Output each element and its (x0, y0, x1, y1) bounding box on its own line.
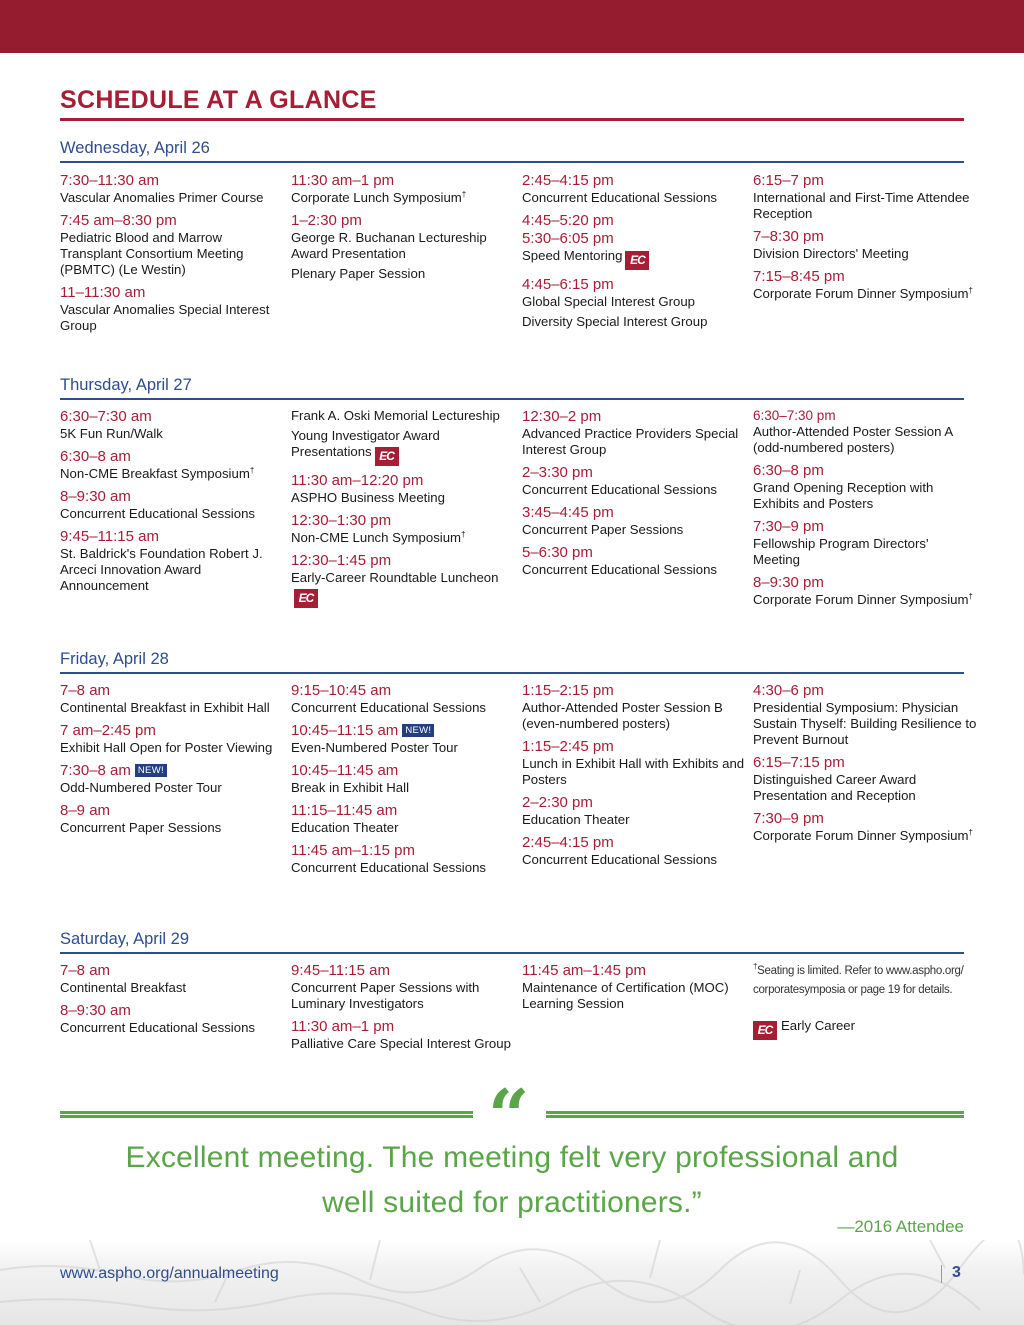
event-time: 7:15–8:45 pm (753, 268, 845, 285)
event-time: 11:30 am–1 pm (291, 172, 395, 189)
schedule-event (60, 716, 285, 756)
event-time: 11–11:30 am (60, 284, 146, 301)
schedule-event (60, 962, 285, 996)
event-description: Author-Attended Poster Session B (even-numbered posters) (522, 700, 723, 731)
event-description: Palliative Care Special Interest Group (291, 1036, 511, 1051)
event-description: Corporate Forum Dinner Symposium† (753, 592, 973, 607)
event-description: Corporate Forum Dinner Symposium† (753, 286, 973, 301)
event-description: Young Investigator Award Presentations EC (291, 428, 516, 466)
schedule-event (291, 962, 516, 1012)
event-time: 1:15–2:45 pm (522, 738, 614, 755)
schedule-event (753, 512, 978, 568)
day-section-thursday (60, 374, 973, 607)
schedule-event (60, 522, 285, 594)
event-time: 12:30–2 pm (522, 408, 602, 425)
event-time: 6:30–8 am (60, 448, 131, 465)
schedule-column (60, 172, 285, 334)
schedule-event (291, 466, 516, 506)
event-description: International and First-Time Attendee Reception (753, 190, 970, 221)
event-description: Continental Breakfast in Exhibit Hall (60, 700, 270, 715)
day-rule (60, 672, 964, 674)
quote-line-1: Excellent meeting. The meeting felt very professional and (125, 1141, 899, 1174)
event-time: 2–2:30 pm (522, 794, 593, 811)
schedule-event (753, 804, 978, 844)
event-time: 11:45 am–1:15 pm (291, 842, 415, 859)
event-description: Non-CME Breakfast Symposium† (60, 466, 255, 481)
event-description: Distinguished Career Award Presentation and Reception (753, 772, 917, 803)
dagger-mark: † (249, 466, 255, 475)
event-description: Exhibit Hall Open for Poster Viewing (60, 740, 273, 755)
event-time: 4:45–5:20 pm (522, 212, 614, 229)
event-time: 4:45–6:15 pm (522, 276, 614, 293)
schedule-event (522, 498, 747, 538)
event-description: Author-Attended Poster Session A (odd-numbered posters) (753, 424, 953, 455)
schedule-column (291, 682, 516, 876)
schedule-event (60, 682, 285, 716)
event-time: 9:45–11:15 am (291, 962, 390, 979)
day-label: Saturday, April 29 (60, 930, 190, 948)
event-time: 7:30–8 am NEW! (60, 762, 285, 780)
schedule-event (522, 962, 747, 1012)
schedule-event (291, 716, 516, 756)
event-description: Pediatric Blood and Marrow Transplant Consortium Meeting (PBMTC) (Le Westin) (60, 230, 244, 277)
event-time: 8–9:30 pm (753, 574, 824, 591)
schedule-event (291, 546, 516, 608)
title-rule (60, 118, 964, 121)
event-time: 11:30 am–1 pm (291, 1018, 395, 1035)
schedule-column (291, 172, 516, 282)
seating-footnote (753, 962, 978, 1000)
schedule-event (522, 458, 747, 498)
schedule-event (753, 172, 978, 222)
schedule-event (291, 796, 516, 836)
event-time: 11:15–11:45 am (291, 802, 398, 819)
schedule-event (291, 836, 516, 876)
event-description: Grand Opening Reception with Exhibits and Posters (753, 480, 934, 511)
schedule-event (753, 456, 978, 512)
event-description: Concurrent Educational Sessions (522, 190, 717, 205)
event-time: 3:45–4:45 pm (522, 504, 614, 521)
quote-rule-right (546, 1111, 964, 1118)
dagger-mark: † (968, 286, 973, 295)
new-badge: NEW! (135, 764, 167, 777)
schedule-event (753, 682, 978, 748)
event-description: St. Baldrick's Foundation Robert J. Arceci Innovation Award Announcement (60, 546, 263, 593)
day-label: Wednesday, April 26 (60, 139, 210, 157)
schedule-event (60, 756, 285, 796)
new-badge: NEW! (402, 724, 434, 737)
event-time: 7:45 am–8:30 pm (60, 212, 177, 229)
day-section-friday (60, 648, 977, 875)
schedule-event (522, 172, 747, 206)
schedule-event (291, 506, 516, 546)
day-label: Friday, April 28 (60, 650, 169, 668)
footnote-line-1: Seating is limited. Refer to www.aspho.org/ (757, 965, 964, 977)
event-description: Global Special Interest Group (522, 294, 695, 309)
event-time: 5:30–6:05 pm (522, 230, 614, 247)
day-section-saturday (60, 928, 964, 1051)
schedule-column (753, 682, 978, 844)
schedule-event (522, 206, 747, 270)
quote-line-2: well suited for practitioners.” (322, 1186, 702, 1219)
event-time: 11:45 am–1:45 pm (522, 962, 646, 979)
event-description: Vascular Anomalies Special Interest Group (60, 302, 270, 333)
schedule-column (522, 172, 747, 330)
day-rule (60, 161, 964, 163)
schedule-event (60, 442, 285, 482)
event-time: 12:30–1:45 pm (291, 552, 392, 569)
event-description: Corporate Lunch Symposium† (291, 190, 467, 205)
schedule-event (753, 222, 978, 262)
event-time: 6:30–8 pm (753, 462, 824, 479)
schedule-column (522, 962, 747, 1012)
event-time: 8–9:30 am (60, 1002, 131, 1019)
event-description: Education Theater (291, 820, 399, 835)
event-description: Plenary Paper Session (291, 266, 426, 281)
schedule-event (522, 538, 747, 578)
quote-attribution: —2016 Attendee (837, 1217, 964, 1236)
event-description: Lunch in Exhibit Hall with Exhibits and Posters (522, 756, 745, 787)
event-time: 7:30–11:30 am (60, 172, 159, 189)
schedule-event (60, 172, 285, 206)
schedule-column (60, 408, 285, 594)
event-time: 1–2:30 pm (291, 212, 362, 229)
day-label: Thursday, April 27 (60, 376, 192, 394)
dagger-mark: † (968, 828, 973, 837)
event-time: 2–3:30 pm (522, 464, 593, 481)
dagger-mark: † (753, 962, 758, 971)
event-time: 7–8 am (60, 682, 111, 699)
schedule-event (753, 748, 978, 804)
schedule-event (60, 206, 285, 278)
ec-legend (753, 1018, 978, 1040)
footnote-column (753, 962, 978, 1040)
event-time: 12:30–1:30 pm (291, 512, 392, 529)
schedule-event (291, 682, 516, 716)
event-time: 2:45–4:15 pm (522, 172, 614, 189)
day-rule (60, 952, 964, 954)
schedule-column (522, 682, 747, 868)
event-time: 2:45–4:15 pm (522, 834, 614, 851)
event-time: 7:30–9 pm (753, 518, 824, 535)
event-description: Education Theater (522, 812, 630, 827)
event-description: Continental Breakfast (60, 980, 187, 995)
top-banner (0, 0, 1024, 53)
event-description: Concurrent Educational Sessions (522, 852, 717, 867)
event-time: 4:30–6 pm (753, 682, 824, 699)
event-time: 8–9:30 am (60, 488, 131, 505)
event-description: Even-Numbered Poster Tour (291, 740, 458, 755)
event-description: Speed Mentoring EC (522, 248, 747, 270)
event-time: 7–8:30 pm (753, 228, 824, 245)
schedule-event (60, 408, 285, 442)
schedule-event (522, 788, 747, 828)
event-time: 9:15–10:45 am (291, 682, 392, 699)
event-time: 6:15–7:15 pm (753, 754, 845, 771)
schedule-event (60, 796, 285, 836)
early-career-icon: EC (375, 447, 399, 466)
event-description: Concurrent Educational Sessions (522, 562, 717, 577)
schedule-column (291, 962, 516, 1052)
event-time: 9:45–11:15 am (60, 528, 159, 545)
schedule-event (522, 682, 747, 732)
schedule-event (753, 408, 978, 456)
event-time: 7–8 am (60, 962, 111, 979)
footnote-line-2: corporatesymposia or page 19 for details. (753, 984, 953, 996)
schedule-event (291, 206, 516, 282)
event-description: 5K Fun Run/Walk (60, 426, 163, 441)
schedule-column (291, 408, 516, 608)
event-description: Odd-Numbered Poster Tour (60, 780, 222, 795)
schedule-event (522, 270, 747, 330)
schedule-event (291, 408, 516, 466)
schedule-event (291, 172, 516, 206)
website-link[interactable]: www.aspho.org/annualmeeting (60, 1265, 279, 1282)
event-description: Concurrent Paper Sessions with Luminary Investigators (291, 980, 480, 1011)
early-career-icon: EC (753, 1021, 777, 1040)
event-description: Maintenance of Certification (MOC) Learning Session (522, 980, 729, 1011)
page-number: 3 (952, 1264, 961, 1281)
event-description: Presidential Symposium: Physician Sustain Thyself: Building Resilience to Prevent Burnout (753, 700, 977, 747)
event-time: 6:30–7:30 pm (753, 408, 836, 423)
schedule-event (291, 756, 516, 796)
event-time: 6:30–7:30 am (60, 408, 152, 425)
day-section-wednesday (60, 137, 973, 333)
event-time: 7:30–9 pm (753, 810, 824, 827)
event-time: 7 am–2:45 pm (60, 722, 156, 739)
quote-rule-left (60, 1111, 473, 1118)
event-description: George R. Buchanan Lectureship Award Presentation (291, 230, 487, 261)
schedule-column (60, 682, 285, 836)
event-time: 6:15–7 pm (753, 172, 824, 189)
schedule-event (291, 1012, 516, 1052)
event-description: Vascular Anomalies Primer Course (60, 190, 264, 205)
schedule-event (60, 278, 285, 334)
event-time: 10:45–11:45 am (291, 762, 399, 779)
event-description: Fellowship Program Directors' Meeting (753, 536, 929, 567)
schedule-column (753, 172, 978, 302)
ec-legend-label: Early Career (781, 1018, 856, 1033)
event-description: Concurrent Paper Sessions (60, 820, 222, 835)
schedule-event (522, 732, 747, 788)
page-separator (941, 1265, 942, 1283)
dagger-mark: † (461, 530, 466, 539)
event-time: 10:45–11:15 am NEW! (291, 722, 516, 740)
event-description: Corporate Forum Dinner Symposium† (753, 828, 973, 843)
schedule-event (60, 996, 285, 1036)
early-career-icon: EC (294, 589, 318, 608)
early-career-icon: EC (625, 251, 649, 270)
event-time: 1:15–2:15 pm (522, 682, 614, 699)
event-description: Frank A. Oski Memorial Lectureship (291, 408, 500, 423)
event-time: 11:30 am–12:20 pm (291, 472, 424, 489)
event-description: Concurrent Educational Sessions (522, 482, 717, 497)
event-description: Concurrent Educational Sessions (60, 506, 255, 521)
day-rule (60, 398, 964, 400)
event-description: ASPHO Business Meeting (291, 490, 445, 505)
schedule-event (522, 828, 747, 868)
event-time: 5–6:30 pm (522, 544, 593, 561)
schedule-column (522, 408, 747, 578)
event-description: Advanced Practice Providers Special Interest Group (522, 426, 739, 457)
page-title: SCHEDULE AT A GLANCE (60, 86, 377, 114)
event-description: Non-CME Lunch Symposium† (291, 530, 466, 545)
event-description: Division Directors' Meeting (753, 246, 909, 261)
dagger-mark: † (461, 190, 467, 199)
schedule-event (753, 568, 978, 608)
event-description: Diversity Special Interest Group (522, 314, 708, 329)
event-time: 8–9 am (60, 802, 111, 819)
event-description: Early-Career Roundtable LuncheonEC (291, 570, 516, 608)
event-description: Concurrent Educational Sessions (291, 860, 486, 875)
schedule-column (60, 962, 285, 1036)
event-description: Concurrent Educational Sessions (60, 1020, 255, 1035)
dagger-mark: † (968, 592, 973, 601)
event-description: Break in Exhibit Hall (291, 780, 410, 795)
event-description: Concurrent Paper Sessions (522, 522, 684, 537)
schedule-event (753, 262, 978, 302)
quote-mark-icon: “ (488, 1073, 530, 1158)
schedule-event (522, 408, 747, 458)
schedule-column (753, 408, 978, 608)
event-description: Concurrent Educational Sessions (291, 700, 486, 715)
schedule-event (60, 482, 285, 522)
